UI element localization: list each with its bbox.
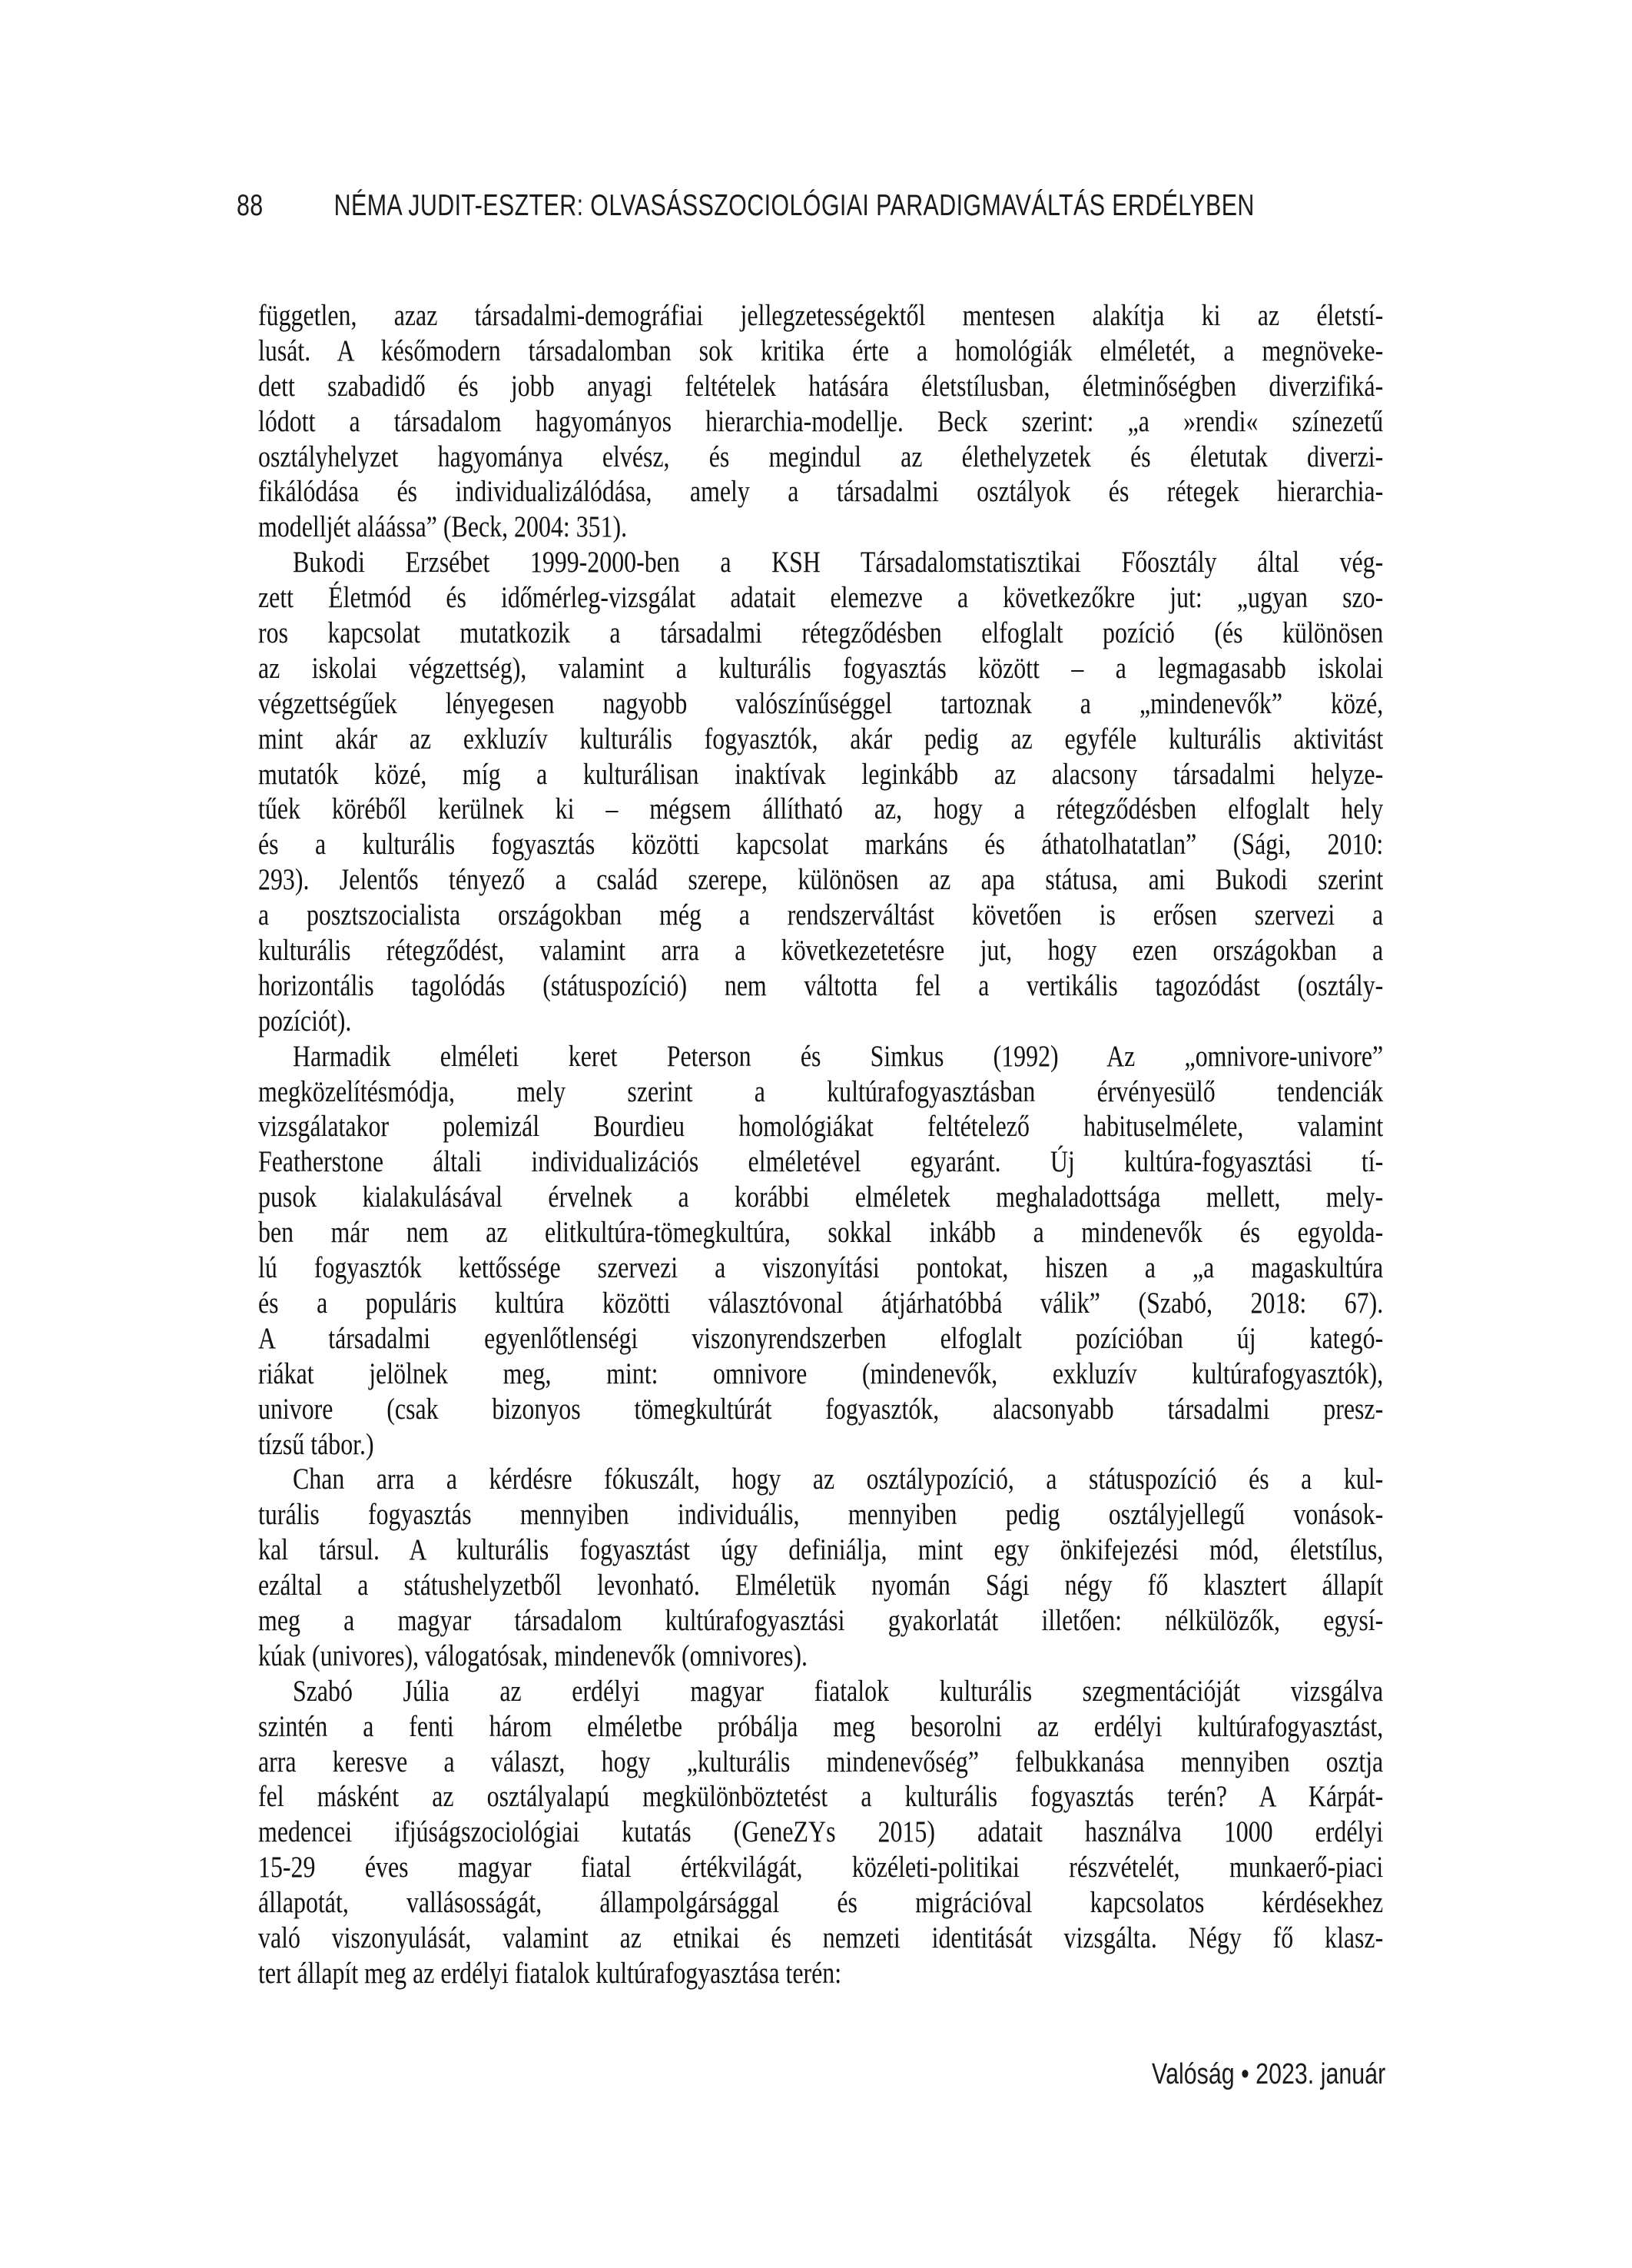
text-line: és a populáris kultúra közötti választóvonal átjárhatóbbá válik” (Szabó, 2018: 67). [258, 1286, 1384, 1320]
text-line: ros kapcsolat mutatkozik a társadalmi rétegződésben elfoglalt pozíció (és különösen [258, 616, 1384, 650]
text-line: Harmadik elméleti keret Peterson és Simkus (1992) Az „omnivore-univore” [292, 1039, 1384, 1073]
text-line: fel másként az osztályalapú megkülönböztetést a kulturális fogyasztás terén? A Kárpát- [258, 1780, 1384, 1814]
text-line: kúak (univores), válogatósak, mindenevők (omnivores). [258, 1639, 808, 1672]
text-line: A társadalmi egyenlőtlenségi viszonyrendszerben elfoglalt pozícióban új kategó- [258, 1321, 1384, 1355]
text-line: kulturális rétegződést, valamint arra a következetetésre jut, hogy ezen országokban a [258, 934, 1384, 968]
text-line: Bukodi Erzsébet 1999-2000-ben a KSH Társadalomstatisztikai Főosztály által vég- [292, 546, 1384, 579]
text-line: 15-29 éves magyar fiatal értékvilágát, közéleti-politikai részvételét, munkaerő-piaci [258, 1851, 1384, 1884]
text-line: a posztszocialista országokban még a rendszerváltást követően is erősen szervezi a [258, 898, 1384, 932]
text-line: 293). Jelentős tényező a család szerepe, különösen az apa státusa, ami Bukodi szerint [258, 863, 1384, 897]
text-line: arra keresve a választ, hogy „kulturális mindenevőség” felbukkanása mennyiben osztja [258, 1745, 1384, 1778]
text-line: tízsű tábor.) [258, 1427, 374, 1461]
text-line: kal társul. A kulturális fogyasztást úgy definiálja, mint egy önkifejezési mód, életstílus, [258, 1533, 1384, 1567]
text-line: turális fogyasztás mennyiben individuális, mennyiben pedig osztályjellegű vonások- [258, 1498, 1384, 1532]
text-line: osztályhelyzet hagyománya elvész, és megindul az élethelyzetek és életutak diverzi- [258, 440, 1384, 473]
text-line: lódott a társadalom hagyományos hierarchia-modellje. Beck szerint: „a »rendi« színezetű [258, 404, 1384, 438]
text-line: tert állapít meg az erdélyi fiatalok kultúrafogyasztása terén: [258, 1956, 842, 1990]
text-line: az iskolai végzettség), valamint a kulturális fogyasztás között – a legmagasabb iskolai [258, 651, 1384, 685]
page-number: 88 [237, 189, 264, 222]
journal-issue-label: Valóság • 2023. január [1151, 2058, 1385, 2090]
text-line: és a kulturális fogyasztás közötti kapcsolat markáns és áthatolhatatlan” (Sági, 2010: [258, 828, 1384, 862]
text-line: pusok kialakulásával érvelnek a korábbi elméletek meghaladottsága mellett, mely- [258, 1180, 1384, 1214]
text-line: megközelítésmódja, mely szerint a kultúrafogyasztásban érvényesülő tendenciák [258, 1074, 1384, 1108]
text-line: meg a magyar társadalom kultúrafogyasztási gyakorlatát illetően: nélkülözők, egysí- [258, 1603, 1384, 1637]
text-line: zett Életmód és időmérleg-vizsgálat adatait elemezve a következőkre jut: „ugyan szo- [258, 581, 1384, 615]
text-line: mint akár az exkluzív kulturális fogyasztók, akár pedig az egyféle kulturális aktivitást [258, 722, 1384, 755]
text-line: medencei ifjúságszociológiai kutatás (GeneZYs 2015) adatait használva 1000 erdélyi [258, 1815, 1384, 1849]
text-line: állapotát, vallásosságát, állampolgársággal és migrációval kapcsolatos kérdésekhez [258, 1886, 1384, 1920]
text-line: univore (csak bizonyos tömegkultúrát fogyasztók, alacsonyabb társadalmi presz- [258, 1392, 1384, 1426]
text-line: lusát. A későmodern társadalomban sok kritika érte a homológiák elméletét, a megnöveke- [258, 334, 1384, 367]
running-head [237, 189, 1255, 223]
text-line: fikálódása és individualizálódása, amely a társadalmi osztályok és rétegek hierarchia- [258, 475, 1384, 509]
text-line: Featherstone általi individualizációs elméletével egyaránt. Új kultúra-fogyasztási tí- [258, 1145, 1384, 1179]
text-line: pozíciót). [258, 1004, 352, 1038]
text-line: modelljét aláássa” (Beck, 2004: 351). [258, 510, 628, 544]
text-line: tűek köréből kerülnek ki – mégsem állítható az, hogy a rétegződésben elfoglalt hely [258, 792, 1384, 826]
page-footer [1152, 2058, 1385, 2091]
text-line: Szabó Júlia az erdélyi magyar fiatalok kulturális szegmentációját vizsgálva [292, 1674, 1384, 1708]
text-line: mutatók közé, míg a kulturálisan inaktívak leginkább az alacsony társadalmi helyze- [258, 757, 1384, 791]
text-line: ezáltal a státushelyzetből levonható. Elméletük nyomán Sági négy fő klasztert állapít [258, 1569, 1384, 1602]
text-line: ben már nem az elitkultúra-tömegkultúra, sokkal inkább a mindenevők és egyolda- [258, 1216, 1384, 1250]
text-line: szintén a fenti három elméletbe próbálja meg besorolni az erdélyi kultúrafogyasztást, [258, 1709, 1384, 1743]
body-text [258, 298, 1383, 1991]
text-line: végzettségűek lényegesen nagyobb valószínűséggel tartoznak a „mindenevők” közé, [258, 686, 1384, 720]
text-line: való viszonyulását, valamint az etnikai és nemzeti identitását vizsgálta. Négy fő klasz- [258, 1921, 1384, 1954]
running-title: NÉMA JUDIT-ESZTER: OLVASÁSSZOCIOLÓGIAI PARADIGMAVÁLTÁS ERDÉLYBEN [333, 189, 1255, 222]
text-line: lú fogyasztók kettőssége szervezi a viszonyítási pontokat, hiszen a „a magaskultúra [258, 1251, 1384, 1285]
text-line: független, azaz társadalmi-demográfiai jellegzetességektől mentesen alakítja ki az életstí- [258, 299, 1384, 332]
text-line: dett szabadidő és jobb anyagi feltételek hatására életstílusban, életminőségben diverzifiká- [258, 369, 1384, 403]
text-line: horizontális tagolódás (státuspozíció) nem váltotta fel a vertikális tagozódást (osztály- [258, 968, 1384, 1002]
text-line: vizsgálatakor polemizál Bourdieu homológiákat feltételező habituselmélete, valamint [258, 1110, 1384, 1144]
text-line: riákat jelölnek meg, mint: omnivore (mindenevők, exkluzív kultúrafogyasztók), [258, 1356, 1384, 1390]
text-line: Chan arra a kérdésre fókuszált, hogy az osztálypozíció, a státuspozíció és a kul- [292, 1463, 1384, 1496]
